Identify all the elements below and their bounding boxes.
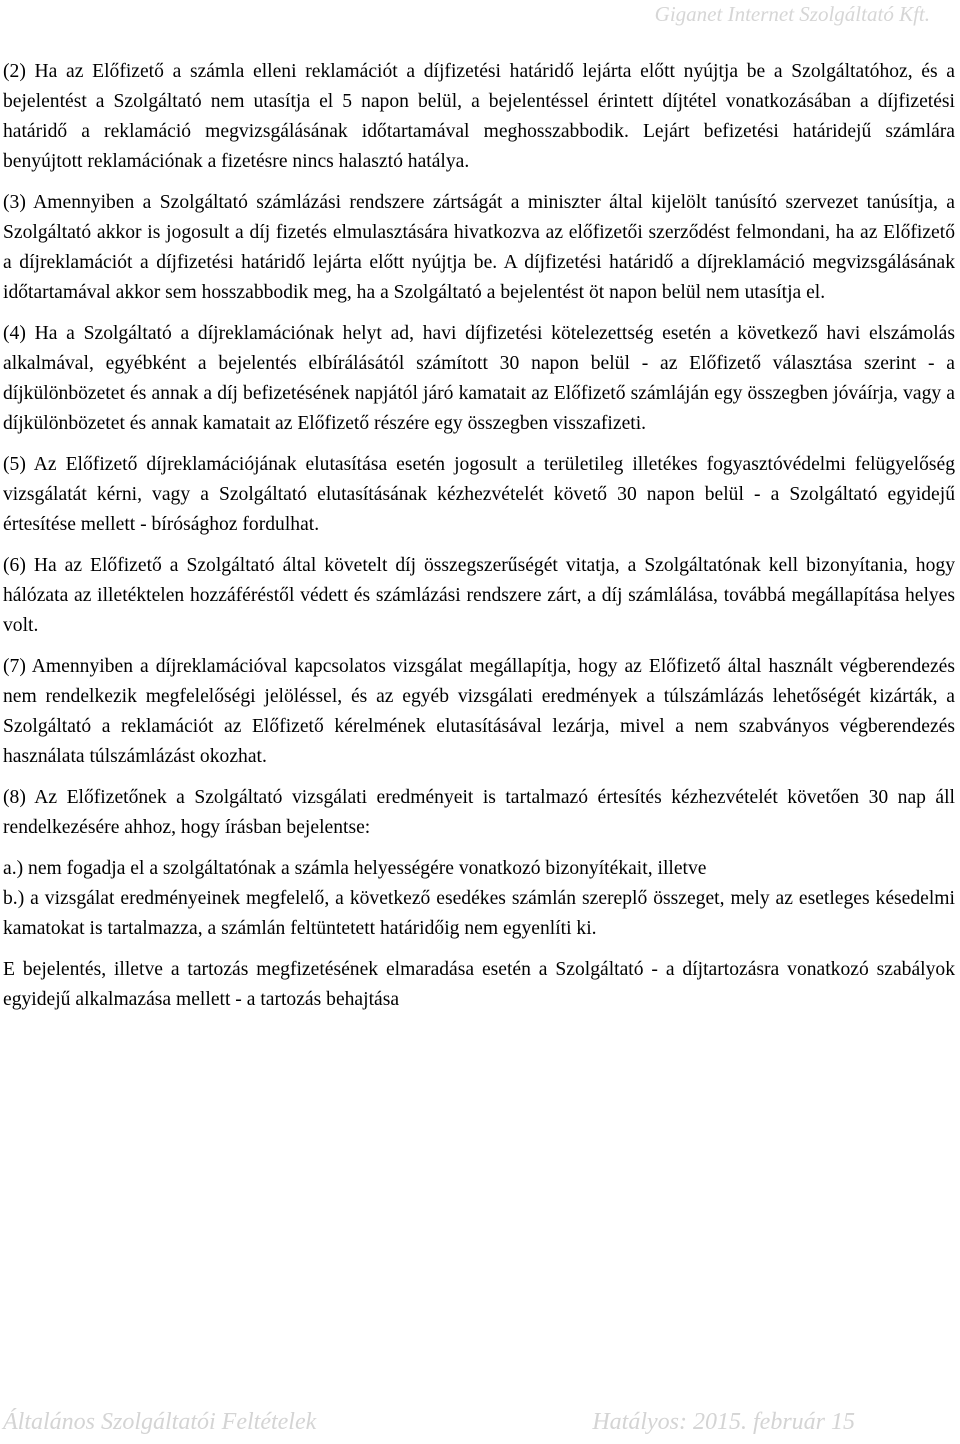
paragraph-9: E bejelentés, illetve a tartozás megfizetésének elmaradása esetén a Szolgáltató - a díjtartozásra vonatkozó szabályok egyidejű alkalmazása mellett - a tartozás behajtása bbox=[3, 959, 955, 1010]
footer-document-title: Általános Szolgáltatói Feltételek bbox=[3, 1409, 317, 1435]
document-body bbox=[3, 57, 955, 1026]
paragraph-7: (7) Amennyiben a díjreklamációval kapcsolatos vizsgálat megállapítja, hogy az Előfizető által használt végberendezés nem rendelkezik megfelelőségi jelöléssel, és az egyéb vizsgálati eredmények a túlszámlázás lehetőségét kizárták, a Szolgáltató a reklamációt az Előfizető kérelmének elutasításával lezárja, mivel a nem szabványos végberendezés használata túlszámlázást okozhat. bbox=[3, 656, 955, 767]
footer-effective-date: Hatályos: 2015. február 15 bbox=[592, 1409, 855, 1435]
paragraph-3: (3) Amennyiben a Szolgáltató számlázási rendszere zártságát a miniszter által kijelölt tanúsító szervezet tanúsítja, a Szolgáltató akkor is jogosult a díj fizetés elmulasztására hivatkozva az előfizetői szerződést felmondani, ha az Előfizető a díjreklamációt a díjfizetési határidő lejárta előtt nyújtja be. A díjfizetési határidő a díjreklamáció megvizsgálásának időtartamával akkor sem hosszabbodik meg, ha a Szolgáltató a bejelentést öt napon belül nem utasítja el. bbox=[3, 192, 955, 303]
paragraph-8: (8) Az Előfizetőnek a Szolgáltató vizsgálati eredményeit is tartalmazó értesítés kézhezvételét követően 30 nap áll rendelkezésére ahhoz, hogy írásban bejelentse: bbox=[3, 787, 955, 838]
paragraph-4: (4) Ha a Szolgáltató a díjreklamációnak helyt ad, havi díjfizetési kötelezettség esetén a következő havi elszámolás alkalmával, egyébként a bejelentés elbírálásától számított 30 napon belül - az Előfizető választása szerint - a díjkülönbözetet és annak a díj befizetésének napjától járó kamatait az Előfizető számláján egy összegben jóváírja, vagy a díjkülönbözetet és annak kamatait az Előfizető részére egy összegben visszafizeti. bbox=[3, 323, 955, 434]
page-header-company: Giganet Internet Szolgáltató Kft. bbox=[654, 2, 930, 26]
list-item-a: a.) nem fogadja el a szolgáltatónak a számla helyességére vonatkozó bizonyítékait, illetve bbox=[3, 858, 707, 879]
paragraph-5: (5) Az Előfizető díjreklamációjának elutasítása esetén jogosult a területileg illetékes fogyasztóvédelmi felügyelőség vizsgálatát kérni, vagy a Szolgáltató elutasításának kézhezvételét követő 30 napon belül - a Szolgáltató egyidejű értesítése mellett - bírósághoz fordulhat. bbox=[3, 454, 955, 535]
list-item-b: b.) a vizsgálat eredményeinek megfelelő, a következő esedékes számlán szereplő összeget, mely az esetleges késedelmi kamatokat is tartalmazza, a számlán feltüntetett határidőig nem egyenlíti ki. bbox=[3, 888, 955, 939]
paragraph-2: (2) Ha az Előfizető a számla elleni reklamációt a díjfizetési határidő lejárta előtt nyújtja be a Szolgáltatóhoz, és a bejelentést a Szolgáltató nem utasítja el 5 napon belül, a bejelentéssel érintett díjtétel vonatkozásában a díjfizetési határidő a reklamáció megvizsgálásának időtartamával meghosszabbodik. Lejárt befizetési határidejű számlára benyújtott reklamációnak a fizetésre nincs halasztó hatálya. bbox=[3, 61, 955, 172]
paragraph-6: (6) Ha az Előfizető a Szolgáltató által követelt díj összegszerűségét vitatja, a Szolgáltatónak kell bizonyítania, hogy hálózata az illetéktelen hozzáféréstől védett és számlázási rendszere zárt, a díj számlálása, továbbá megállapítása helyes volt. bbox=[3, 555, 955, 636]
